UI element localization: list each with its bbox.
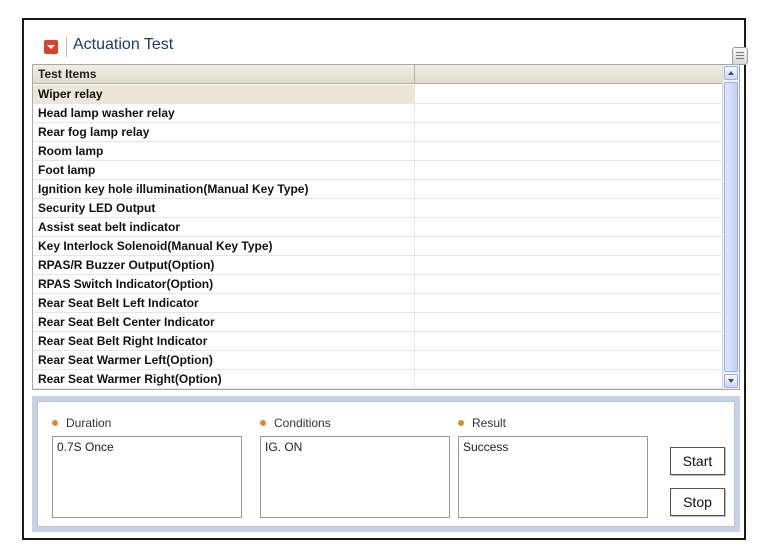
test-item-name: Rear fog lamp relay (33, 123, 415, 141)
menu-icon[interactable] (732, 47, 748, 65)
actuation-test-window (22, 18, 746, 540)
table-row[interactable] (33, 123, 722, 142)
test-item-name: Rear Seat Belt Left Indicator (33, 294, 415, 312)
result-label-text: Result (472, 416, 507, 430)
table-row[interactable] (33, 85, 722, 104)
table-row[interactable] (33, 256, 722, 275)
result-field[interactable]: Success (458, 436, 648, 518)
conditions-field[interactable]: IG. ON (260, 436, 450, 518)
table-row[interactable] (33, 332, 722, 351)
title-bar (40, 31, 730, 59)
test-details-panel (32, 396, 740, 532)
test-item-name: RPAS Switch Indicator(Option) (33, 275, 415, 293)
conditions-label-text: Conditions (274, 416, 331, 430)
test-item-name: Rear Seat Warmer Right(Option) (33, 370, 415, 388)
conditions-label (260, 416, 331, 430)
table-row[interactable] (33, 313, 722, 332)
table-row[interactable] (33, 161, 722, 180)
bullet-icon (260, 420, 266, 426)
test-item-name: Key Interlock Solenoid(Manual Key Type) (33, 237, 415, 255)
table-row[interactable] (33, 104, 722, 123)
table-row[interactable] (33, 351, 722, 370)
table-body (33, 85, 722, 389)
collapse-icon[interactable] (44, 40, 58, 54)
table-row[interactable] (33, 294, 722, 313)
test-item-name: Rear Seat Belt Center Indicator (33, 313, 415, 331)
test-items-table (32, 64, 740, 390)
test-item-name: Assist seat belt indicator (33, 218, 415, 236)
bullet-icon (52, 420, 58, 426)
test-item-name: Wiper relay (33, 85, 415, 103)
column-header-blank[interactable] (415, 65, 722, 83)
table-row[interactable] (33, 237, 722, 256)
test-item-name: Ignition key hole illumination(Manual Key Type) (33, 180, 415, 198)
start-button[interactable]: Start (670, 447, 725, 475)
test-item-name: Rear Seat Belt Right Indicator (33, 332, 415, 350)
column-header-test-items[interactable]: Test Items (33, 65, 415, 83)
duration-field[interactable]: 0.7S Once (52, 436, 242, 518)
table-row[interactable] (33, 142, 722, 161)
test-item-name: Room lamp (33, 142, 415, 160)
scroll-down-icon[interactable] (724, 374, 738, 388)
duration-label (52, 416, 111, 430)
table-header (33, 65, 722, 84)
duration-label-text: Duration (66, 416, 112, 430)
test-item-name: Security LED Output (33, 199, 415, 217)
stop-button[interactable]: Stop (670, 488, 725, 516)
table-row[interactable] (33, 370, 722, 389)
test-item-name: Foot lamp (33, 161, 415, 179)
test-item-name: Head lamp washer relay (33, 104, 415, 122)
table-row[interactable] (33, 218, 722, 237)
table-row[interactable] (33, 199, 722, 218)
bullet-icon (458, 420, 464, 426)
vertical-scrollbar[interactable] (722, 65, 739, 389)
scroll-thumb[interactable] (724, 82, 738, 372)
title-divider (66, 37, 67, 57)
table-row[interactable] (33, 180, 722, 199)
scroll-up-icon[interactable] (724, 66, 738, 80)
table-row[interactable] (33, 275, 722, 294)
test-details-inner (37, 401, 735, 527)
test-item-name: RPAS/R Buzzer Output(Option) (33, 256, 415, 274)
test-item-name: Rear Seat Warmer Left(Option) (33, 351, 415, 369)
result-label (458, 416, 506, 430)
window-title: Actuation Test (73, 36, 174, 53)
